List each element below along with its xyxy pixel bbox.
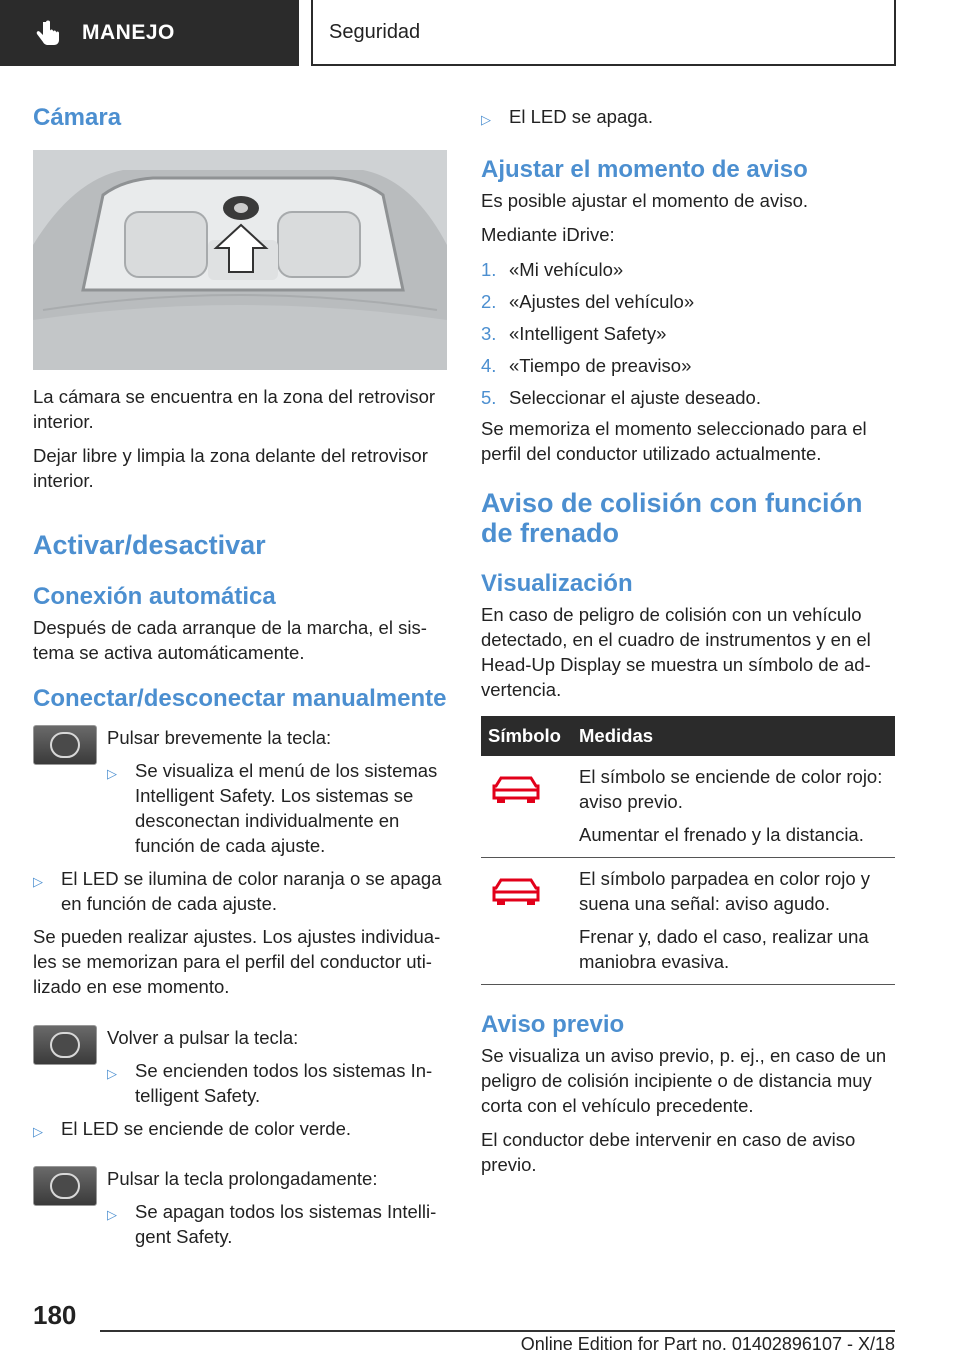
manual-connect-heading: Conectar/desconectar manualmente <box>33 685 447 712</box>
chapter-tab <box>0 0 299 66</box>
table-row: El símbolo se enciende de color rojo: aviso previo. Aumentar el frenado y la distancia. <box>481 756 895 858</box>
safety-key-icon <box>33 1166 97 1206</box>
step-short-press <box>33 725 447 858</box>
section-title: Seguridad <box>329 20 421 43</box>
camera-clean-text: Dejar libre y limpia la zona delante del retrovisor interior. <box>33 445 428 491</box>
adjust-warning-heading: Ajustar el momento de aviso <box>481 156 808 183</box>
list-item: ▷ Se encienden todos los sistemas In-telligent Safety. <box>107 1060 433 1106</box>
triangle-bullet-icon: ▷ <box>33 874 43 889</box>
hand-pointer-icon <box>34 18 64 48</box>
edition-text: Online Edition for Part no. 01402896107 - X/18 <box>520 1334 895 1354</box>
triangle-bullet-icon: ▷ <box>107 1207 117 1222</box>
auto-connect-heading: Conexión automática <box>33 583 276 610</box>
step-press-again <box>33 1025 447 1108</box>
list-item: 2. «Ajustes del vehículo» <box>481 291 695 312</box>
right-column <box>481 100 895 1177</box>
idrive-steps-list <box>481 257 895 410</box>
table-row: El símbolo parpadea en color rojo y suena una señal: aviso agudo. Frenar y, dado el caso, realizar una maniobra evasiva. <box>481 858 895 985</box>
car-warning-icon <box>491 870 541 910</box>
page-number: 180 <box>33 1300 77 1330</box>
footer-divider <box>100 1330 895 1332</box>
adjust-text: Es posible ajustar el momento de aviso. <box>481 190 809 211</box>
idrive-text: Mediante iDrive: <box>481 224 615 245</box>
step-long-press <box>33 1166 447 1249</box>
settings-text: Se pueden realizar ajustes. Los ajustes individua-les se memorizan para el perfil del conductor uti-lizado en ese momento. <box>33 926 441 997</box>
triangle-bullet-icon: ▷ <box>107 1066 117 1081</box>
triangle-bullet-icon: ▷ <box>481 112 491 127</box>
rear-window-camera-photo <box>33 150 447 370</box>
long-press-text: Pulsar la tecla prolongadamente: <box>107 1168 378 1189</box>
list-item: ▷ Se apagan todos los sistemas Intelli-gent Safety. <box>107 1201 437 1247</box>
memo-text: Se memoriza el momento seleccionado para el perfil del conductor utilizado actualmente. <box>481 418 867 464</box>
table-header-measures: Medidas <box>574 716 895 756</box>
triangle-bullet-icon: ▷ <box>33 1124 43 1139</box>
press-again-text: Volver a pulsar la tecla: <box>107 1027 299 1048</box>
display-heading: Visualización <box>481 570 633 597</box>
prewarning-text: Se visualiza un aviso previo, p. ej., en caso de un peligro de colisión incipiente o de distancia muy corta con el vehículo precedente. <box>481 1045 887 1116</box>
prewarning-driver-text: El conductor debe intervenir en caso de aviso previo. <box>481 1129 856 1175</box>
list-item: ▷ El LED se ilumina de color naranja o se apaga en función de cada ajuste. <box>33 868 442 914</box>
safety-key-icon <box>33 725 97 765</box>
table-header-symbol: Símbolo <box>481 716 574 756</box>
left-column <box>33 100 447 1249</box>
safety-key-icon <box>33 1025 97 1065</box>
list-item: 5. Seleccionar el ajuste deseado. <box>481 387 761 408</box>
prewarning-heading: Aviso previo <box>481 1011 625 1038</box>
list-item: ▷ El LED se enciende de color verde. <box>33 1116 447 1144</box>
camera-location-text: La cámara se encuentra en la zona del retrovisor interior. <box>33 386 436 432</box>
triangle-bullet-icon: ▷ <box>107 766 117 781</box>
list-item: 4. «Tiempo de preaviso» <box>481 355 692 376</box>
display-text: En caso de peligro de colisión con un vehículo detectado, en el cuadro de instrumentos y en el Head-Up Display se muestra un símbolo de ad-vertencia. <box>481 604 871 700</box>
list-item: 1. «Mi vehículo» <box>481 259 624 280</box>
auto-connect-text: Después de cada arranque de la marcha, el sis-tema se activa automáticamente. <box>33 617 427 663</box>
chapter-title: MANEJO <box>82 21 175 44</box>
camera-heading: Cámara <box>33 104 122 131</box>
collision-warning-heading: Aviso de colisión con función de frenado <box>481 488 863 548</box>
list-item: 3. «Intelligent Safety» <box>481 323 667 344</box>
symbol-table <box>481 716 895 985</box>
rear-window-illustration <box>33 150 447 370</box>
activate-heading: Activar/desactivar <box>33 530 266 560</box>
section-tab <box>311 0 896 66</box>
list-item: ▷ El LED se apaga. <box>481 104 895 132</box>
short-press-text: Pulsar brevemente la tecla: <box>107 727 332 748</box>
list-item: ▷ Se visualiza el menú de los sistemas Intelligent Safety. Los sistemas se desconectan individualmente en función de cada ajuste. <box>107 760 438 856</box>
car-warning-icon <box>491 768 541 808</box>
